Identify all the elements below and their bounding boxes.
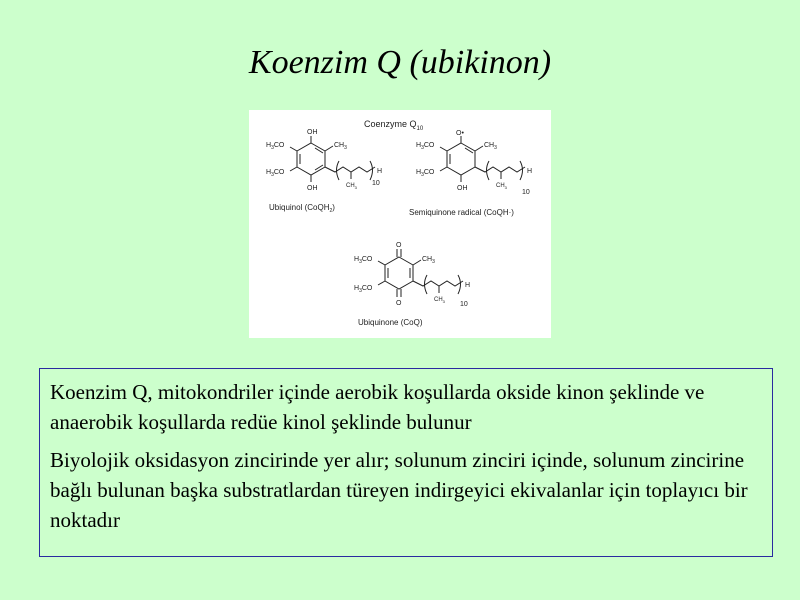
- svg-text:OH: OH: [307, 129, 318, 136]
- ubiquinol-name: Ubiquinol (CoQH$_2$): [269, 203, 335, 214]
- svg-text:H: H: [527, 168, 533, 175]
- svg-text:H3CO: $H_3CO$: [266, 142, 285, 151]
- svg-text:CH3: $CH_3$: [346, 183, 357, 190]
- svg-text:10: 10: [522, 189, 530, 196]
- ubiquinol-labels: [266, 129, 382, 214]
- coenzyme-q-structures-figure: [249, 110, 551, 338]
- svg-text:OH: OH: [457, 185, 468, 192]
- svg-text:H3CO: $H_3CO$: [416, 169, 435, 178]
- svg-text:H3CO: $H_3CO$: [266, 169, 285, 178]
- svg-text:H: H: [377, 168, 383, 175]
- structures-svg: [249, 110, 551, 338]
- svg-text:10: 10: [372, 180, 380, 187]
- paragraph-2: Biyolojik oksidasyon zincirinde yer alır; solunum zinciri içinde, solunum zincirine bağlı bulunan başka substratlardan türeyen indirgeyici ekivalanlar için toplayıcı bir noktadır: [50, 448, 748, 532]
- description-text-box: [39, 368, 773, 557]
- svg-text:CH3: $CH_3$: [434, 297, 445, 304]
- semiquinone-labels: [409, 130, 532, 217]
- svg-text:H: H: [465, 282, 471, 289]
- svg-text:CH3: $CH_3$: [422, 256, 435, 265]
- svg-text:H3CO: $H_3CO$: [354, 285, 373, 294]
- semiquinone-structure: [440, 136, 525, 182]
- ubiquinone-structure: [378, 249, 463, 297]
- svg-text:OH: OH: [307, 185, 318, 192]
- svg-text:CH3: $CH_3$: [484, 142, 497, 151]
- paragraph-1: Koenzim Q, mitokondriler içinde aerobik koşullarda okside kinon şeklinde ve anaerobik koşullarda redüe kinol şeklinde bulunur: [50, 380, 705, 434]
- slide-title: Koenzim Q (ubikinon): [248, 44, 552, 81]
- svg-text:O: O: [396, 242, 402, 249]
- figure-heading: Coenzyme $Q_{10}$: [364, 119, 424, 132]
- ubiquinol-structure: [290, 136, 375, 182]
- semiquinone-name: Semiquinone radical (CoQH·): [409, 208, 514, 217]
- svg-text:CH3: $CH_3$: [496, 183, 507, 190]
- svg-text:10: 10: [460, 301, 468, 308]
- svg-text:H3CO: $H_3CO$: [416, 142, 435, 151]
- svg-text:O: O: [396, 300, 402, 307]
- svg-text:CH3: $CH_3$: [334, 142, 347, 151]
- ubiquinone-name: Ubiquinone (CoQ): [358, 318, 423, 327]
- svg-text:H3CO: $H_3CO$: [354, 256, 373, 265]
- svg-text:O•: O•: [456, 130, 464, 137]
